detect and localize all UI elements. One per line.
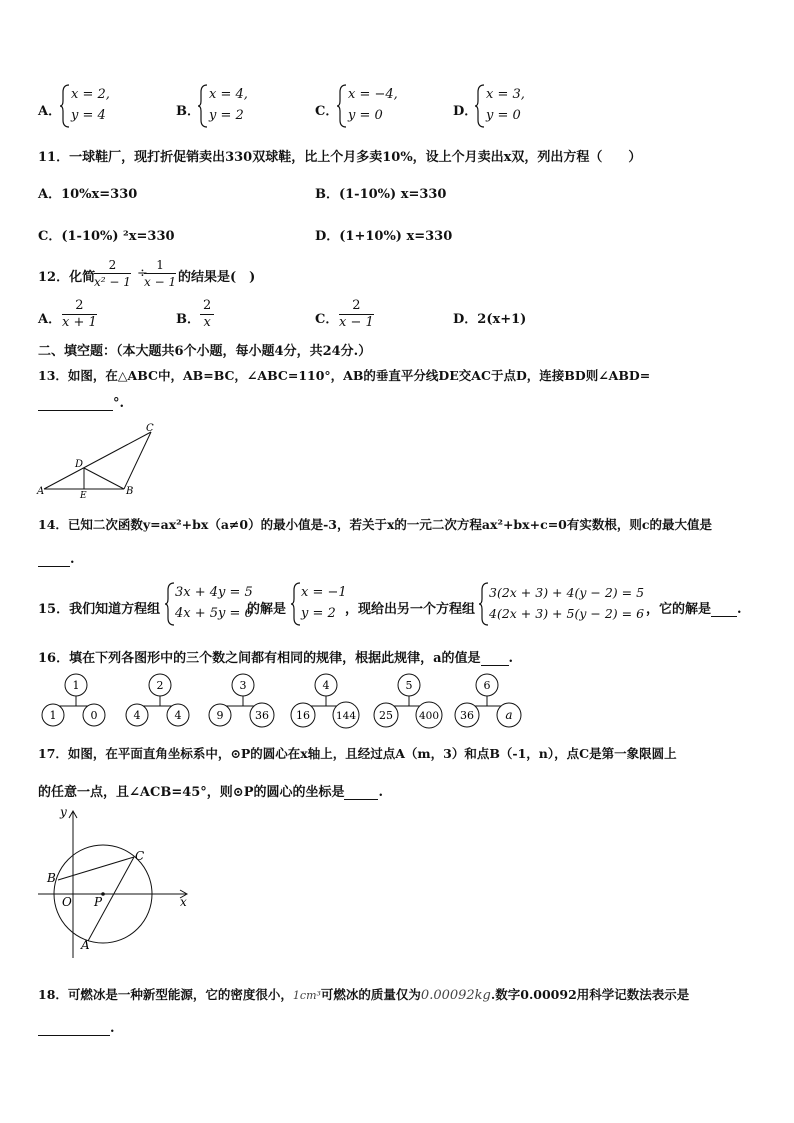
q11-stem: 11．一球鞋厂，现打折促销卖出330双球鞋，比上个月多卖10%，设上个月卖出x双，列出方程（ ） xyxy=(38,150,642,165)
q10-option-b-eq1: x = 4, xyxy=(209,87,248,102)
q16-fig5-right: 400 xyxy=(418,710,440,722)
q16-fig5-left: 25 xyxy=(379,709,393,722)
q17-label-x: x xyxy=(180,895,187,909)
q16-fig3-left: 9 xyxy=(216,709,224,722)
q10-option-a-label: A． xyxy=(38,104,62,119)
q18-answer-blank[interactable] xyxy=(38,1021,110,1036)
q15-system-1: 3x + 4y = 5 4x + 5y = 6 xyxy=(175,585,253,621)
q17-label-c: C xyxy=(135,849,145,863)
q16-fig6-right: a xyxy=(505,708,513,722)
q17-label-b: B xyxy=(47,871,56,885)
q16-fig3-top: 3 xyxy=(239,679,247,692)
q12-fraction-1: $\frac{2}{\text{x² − 1}}$ xyxy=(94,258,131,289)
q16-fig1-right: 0 xyxy=(90,709,98,722)
q12-option-c-fraction: $\frac{2}{x - 1}$ xyxy=(339,298,374,330)
q12-option-c-label: C． xyxy=(315,312,339,327)
q15-prefix: 15．我们知道方程组 xyxy=(38,602,161,617)
q16-figure-3 xyxy=(209,674,274,727)
q10-option-d-label: D． xyxy=(453,104,478,119)
q17-label-o: O xyxy=(62,895,72,909)
q16-fig1-top: 1 xyxy=(72,679,80,692)
q18-unit: 1cm³ xyxy=(292,989,321,1002)
brace-icon xyxy=(479,582,489,626)
q16-fig2-top: 2 xyxy=(156,679,164,692)
q10-option-d-eq2: y = 0 xyxy=(486,108,521,123)
q16-figure-2 xyxy=(126,674,189,726)
q16-figure-6 xyxy=(455,674,521,727)
q10-option-d-eq1: x = 3, xyxy=(486,87,525,102)
q15-system-3: 3(2x + 3) + 4(y − 2) = 5 4(2x + 3) + 5(y − 2) = 6 xyxy=(489,585,645,621)
q16-fig6-left: 36 xyxy=(460,709,474,722)
q12-option-b-label: B． xyxy=(176,312,200,327)
brace-icon xyxy=(198,84,208,128)
brace-icon xyxy=(291,582,301,626)
q16-fig5-top: 5 xyxy=(405,679,413,692)
q11-option-b: B．(1-10%) x=330 xyxy=(315,187,447,202)
q16-stem: 16．填在下列各图形中的三个数之间都有相同的规律，根据此规律，a的值是 . xyxy=(38,651,514,666)
q13-label-d: D xyxy=(75,459,84,470)
q13-stem: 13．如图，在△ABC中，AB=BC，∠ABC=110°，AB的垂直平分线DE交AC于点D，连接BD则∠ABD= xyxy=(38,368,651,383)
q17-label-a: A xyxy=(81,938,90,952)
q12-divide-sign: ÷ xyxy=(137,266,148,281)
q17-stem-line1: 17．如图，在平面直角坐标系中，⊙P的圆心在x轴上，且经过点A（m，3）和点B（-1，n），点C是第一象限圆上 xyxy=(38,746,677,761)
q14-answer-blank[interactable] xyxy=(38,552,70,567)
brace-icon xyxy=(165,582,175,626)
q16-figure-4 xyxy=(291,674,359,728)
section-2-heading: 二、填空题：（本大题共6个小题，每小题4分，共24分.） xyxy=(38,344,372,359)
q13-label-a: A xyxy=(37,486,45,497)
q15-mid-1: 的解是 xyxy=(247,602,287,617)
q17-coordinate-figure xyxy=(38,808,193,958)
q16-fig4-right: 144 xyxy=(335,710,357,722)
q15-system-2: x = −1 y = 2 xyxy=(301,585,347,621)
q12-option-b-fraction: $\frac{2}{x}$ xyxy=(200,298,214,331)
q11-option-d: D．(1+10%) x=330 xyxy=(315,229,453,244)
q16-figure-5 xyxy=(374,674,442,728)
q16-figures xyxy=(36,672,536,730)
q13-label-e: E xyxy=(80,491,87,498)
brace-icon xyxy=(60,84,70,128)
q16-figure-1 xyxy=(42,674,105,726)
brace-icon xyxy=(475,84,485,128)
q11-option-c: C．(1-10%) ²x=330 xyxy=(38,229,175,244)
q17-label-y: y xyxy=(60,808,67,819)
q16-answer-blank[interactable] xyxy=(481,651,509,666)
q16-fig2-left: 4 xyxy=(133,709,141,722)
q12-suffix: 的结果是( ) xyxy=(178,270,256,285)
q17-label-p: P xyxy=(94,895,103,909)
q12-fraction-2: $\frac{1}{x - 1}$ xyxy=(144,258,177,289)
q14-answer-line: . xyxy=(38,552,75,567)
q15-mid-2: ，现给出另一个方程组 xyxy=(345,602,476,617)
q12-option-a-label: A． xyxy=(38,312,62,327)
q10-option-c-eq1: x = −4, xyxy=(348,87,398,102)
q12-prefix: 12．化简 xyxy=(38,270,96,285)
q10-option-a-eq1: x = 2, xyxy=(71,87,110,102)
q16-fig3-right: 36 xyxy=(255,709,269,722)
q10-option-c-eq2: y = 0 xyxy=(348,108,383,123)
q13-label-c: C xyxy=(146,423,154,434)
q10-option-a-eq2: y = 4 xyxy=(71,108,106,123)
q12-option-a-fraction: $\frac{2}{x + 1}$ xyxy=(62,298,97,330)
brace-icon xyxy=(337,84,347,128)
q14-stem: 14．已知二次函数y=ax²+bx（a≠0）的最小值是-3，若关于x的一元二次方程ax²+bx+c=0有实数根，则c的最大值是 xyxy=(38,517,712,532)
q11-option-a: A．10%x=330 xyxy=(38,187,138,202)
q17-stem-line2: 的任意一点，且∠ACB=45°，则⊙P的圆心的坐标是 . xyxy=(38,785,383,800)
q15-answer-blank[interactable] xyxy=(711,602,737,617)
q13-label-b: B xyxy=(126,486,134,497)
q12-option-d: D．2(x+1) xyxy=(453,312,527,327)
q13-triangle-figure xyxy=(34,422,164,498)
q13-answer-blank[interactable] xyxy=(38,396,113,411)
q18-mass: 0.00092kg xyxy=(420,988,491,1003)
q10-option-b-label: B． xyxy=(176,104,200,119)
q10-option-c-label: C． xyxy=(315,104,339,119)
q16-fig4-top: 4 xyxy=(322,679,330,692)
q18-stem: 18．可燃冰是一种新型能源，它的密度很小，1cm³可燃冰的质量仅为0.00092kg.数字0.00092用科学记数法表示是 xyxy=(38,987,690,1003)
q17-answer-blank[interactable] xyxy=(344,785,378,800)
q13-answer-line: °. xyxy=(38,396,124,411)
q15-suffix: ，它的解是 . xyxy=(646,602,742,617)
q16-fig1-left: 1 xyxy=(49,709,57,722)
q16-fig4-left: 16 xyxy=(296,709,310,722)
q18-answer-line: . xyxy=(38,1021,115,1036)
q10-option-b-eq2: y = 2 xyxy=(209,108,244,123)
q16-fig6-top: 6 xyxy=(483,679,491,692)
q16-fig2-right: 4 xyxy=(174,709,182,722)
